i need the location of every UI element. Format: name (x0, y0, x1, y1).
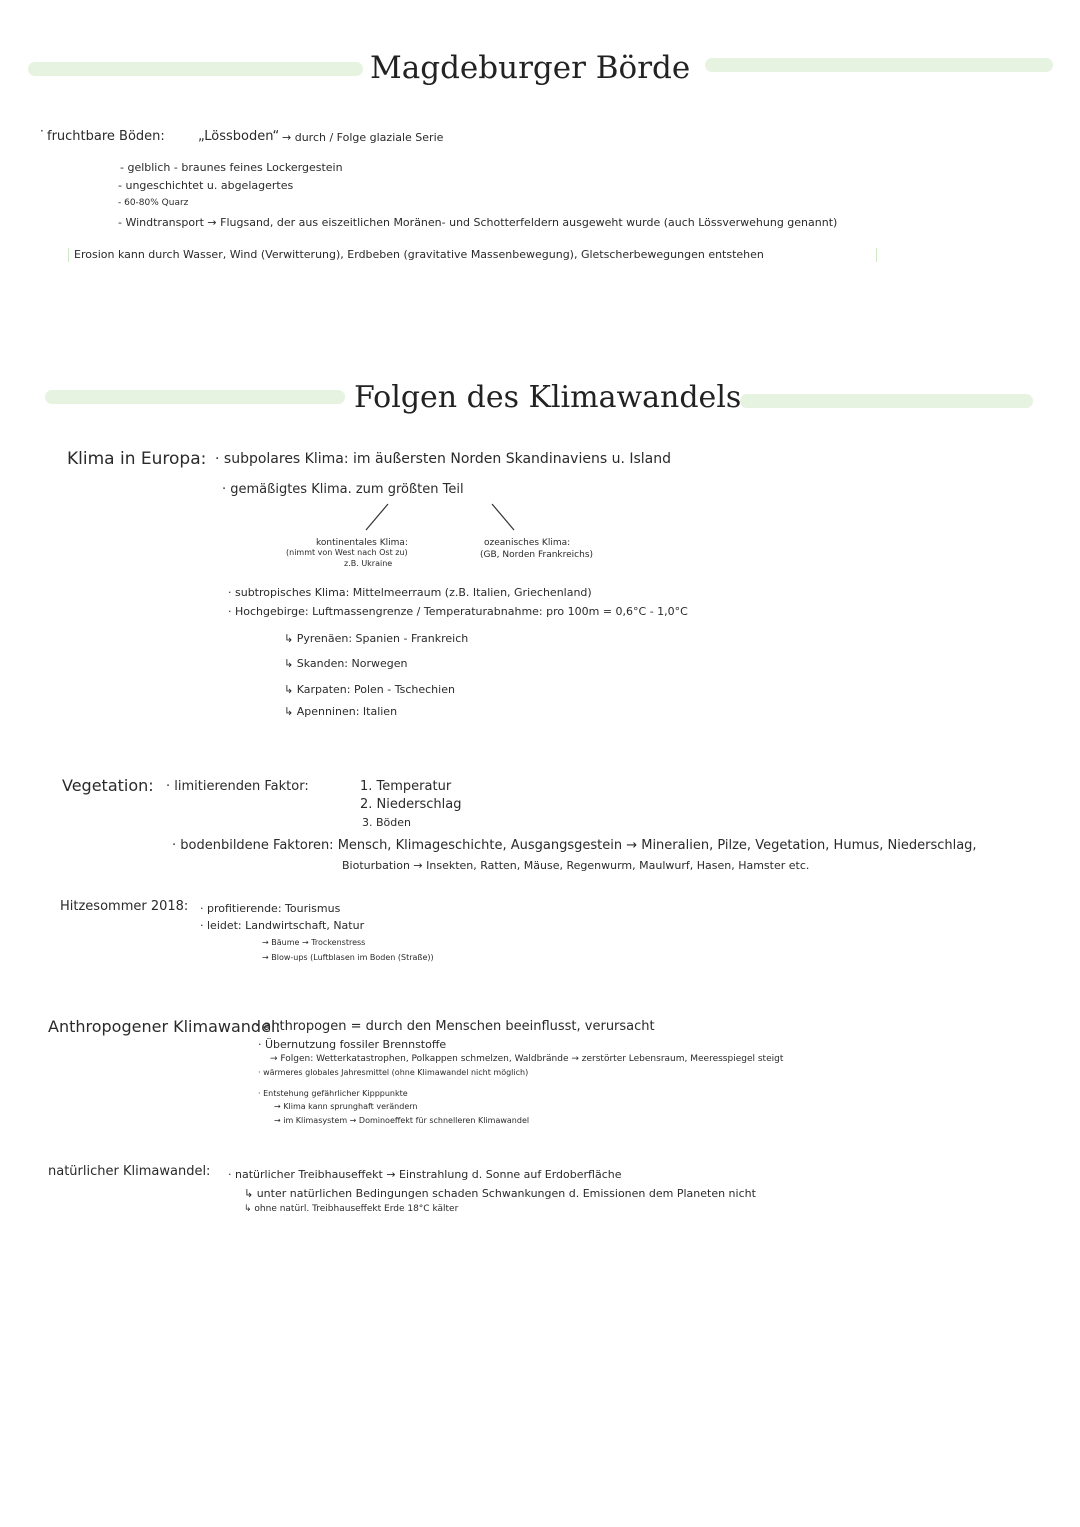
faktor-item: 2. Niederschlag (360, 797, 462, 812)
anthropogen-line: → im Klimasystem → Dominoeffekt für schnelleren Klimawandel (274, 1116, 530, 1125)
section-title-boerde: Magdeburger Börde (370, 50, 691, 86)
title-highlight-right (705, 58, 1053, 72)
faktor-item: 1. Temperatur (360, 779, 452, 794)
boeden-item: - 60-80% Quarz (118, 198, 189, 208)
bodenbildende-faktoren: · bodenbildene Faktoren: Mensch, Klimageschichte, Ausgangsgestein → Mineralien, Pilze, Vegetation, Humus, Niederschlag, (172, 838, 977, 853)
natuerlich-line: · natürlicher Treibhauseffekt → Einstrahlung d. Sonne auf Erdoberfläche (228, 1168, 622, 1181)
klima-branch-arrows (360, 500, 530, 540)
anthropogen-line: · wärmeres globales Jahresmittel (ohne Klimawandel nicht möglich) (258, 1068, 529, 1077)
natuerlich-line: ↳ unter natürlichen Bedingungen schaden Schwankungen d. Emissionen dem Planeten nicht (244, 1187, 756, 1200)
klima-gemaessigt: · gemäßigtes Klima. zum größten Teil (222, 482, 464, 497)
ozeanisch-title: ozeanisches Klima: (484, 538, 571, 548)
hitze-label: Hitzesommer 2018: (60, 899, 189, 914)
gebirge-item: ↳ Karpaten: Polen - Tschechien (284, 683, 455, 696)
klima-hochgebirge: · Hochgebirge: Luftmassengrenze / Temperaturabnahme: pro 100m = 0,6°C - 1,0°C (228, 605, 688, 618)
anthropogen-line: · Übernutzung fossiler Brennstoffe (258, 1038, 447, 1051)
anthropogen-line: · Entstehung gefährlicher Kipppunkte (258, 1089, 408, 1098)
boeden-label: fruchtbare Böden: (47, 129, 165, 144)
hitze-leidet: · leidet: Landwirtschaft, Natur (200, 919, 365, 932)
boeden-item: - Windtransport → Flugsand, der aus eiszeitlichen Moränen- und Schotterfeldern ausgeweht wurde (auch Lössverwehung genannt) (118, 216, 838, 229)
klima-subtropisch: · subtropisches Klima: Mittelmeerraum (z.B. Italien, Griechenland) (228, 586, 592, 599)
title-highlight-left (28, 62, 363, 76)
natuerlich-line: ↳ ohne natürl. Treibhauseffekt Erde 18°C kälter (244, 1204, 459, 1214)
section-title-klimawandel: Folgen des Klimawandels (354, 380, 742, 415)
gebirge-item: ↳ Apenninen: Italien (284, 705, 398, 718)
boeden-term: „Lössboden“ (198, 129, 280, 144)
hitze-sub: → Bäume → Trockenstress (262, 938, 366, 947)
boeden-item: - ungeschichtet u. abgelagertes (118, 179, 294, 192)
hitze-profit: · profitierende: Tourismus (200, 902, 341, 915)
title-highlight-right (740, 394, 1033, 408)
boeden-item: - gelblich - braunes feines Lockergestein (120, 161, 343, 174)
gebirge-item: ↳ Skanden: Norwegen (284, 657, 408, 670)
erosion-note: Erosion kann durch Wasser, Wind (Verwitterung), Erdbeben (gravitative Massenbewegung), Gletscherbewegungen entstehen (74, 248, 764, 261)
vegetation-faktor: · limitierenden Faktor: (166, 779, 309, 794)
anthropogen-label: Anthropogener Klimawandel: (48, 1017, 281, 1036)
boeden-cause: → durch / Folge glaziale Serie (282, 131, 444, 144)
natuerlich-label: natürlicher Klimawandel: (48, 1164, 211, 1179)
kontinental-example: z.B. Ukraine (344, 559, 393, 568)
klima-subpolar: · subpolares Klima: im äußersten Norden Skandinaviens u. Island (215, 451, 671, 467)
anthropogen-line: → Folgen: Wetterkatastrophen, Polkappen schmelzen, Waldbrände → zerstörter Lebensraum, Meeresspiegel steigt (270, 1054, 784, 1064)
ozeanisch-note: (GB, Norden Frankreichs) (480, 550, 594, 560)
erosion-marker-right (876, 248, 877, 262)
klima-label: Klima in Europa: (67, 449, 207, 469)
bullet-dot: · (40, 124, 44, 138)
vegetation-label: Vegetation: (62, 776, 154, 795)
gebirge-item: ↳ Pyrenäen: Spanien - Frankreich (284, 632, 469, 645)
erosion-marker-left (68, 248, 69, 262)
anthropogen-line: → Klima kann sprunghaft verändern (274, 1102, 418, 1111)
hitze-sub: → Blow-ups (Luftblasen im Boden (Straße)) (262, 953, 434, 962)
title-highlight-left (45, 390, 345, 404)
anthropogen-line: · anthropogen = durch den Menschen beeinflusst, verursacht (255, 1019, 655, 1034)
kontinental-title: kontinentales Klima: (316, 538, 408, 548)
bioturbation: Bioturbation → Insekten, Ratten, Mäuse, Regenwurm, Maulwurf, Hasen, Hamster etc. (342, 859, 810, 872)
faktor-item: 3. Böden (362, 816, 411, 829)
kontinental-note: (nimmt von West nach Ost zu) (286, 548, 408, 557)
